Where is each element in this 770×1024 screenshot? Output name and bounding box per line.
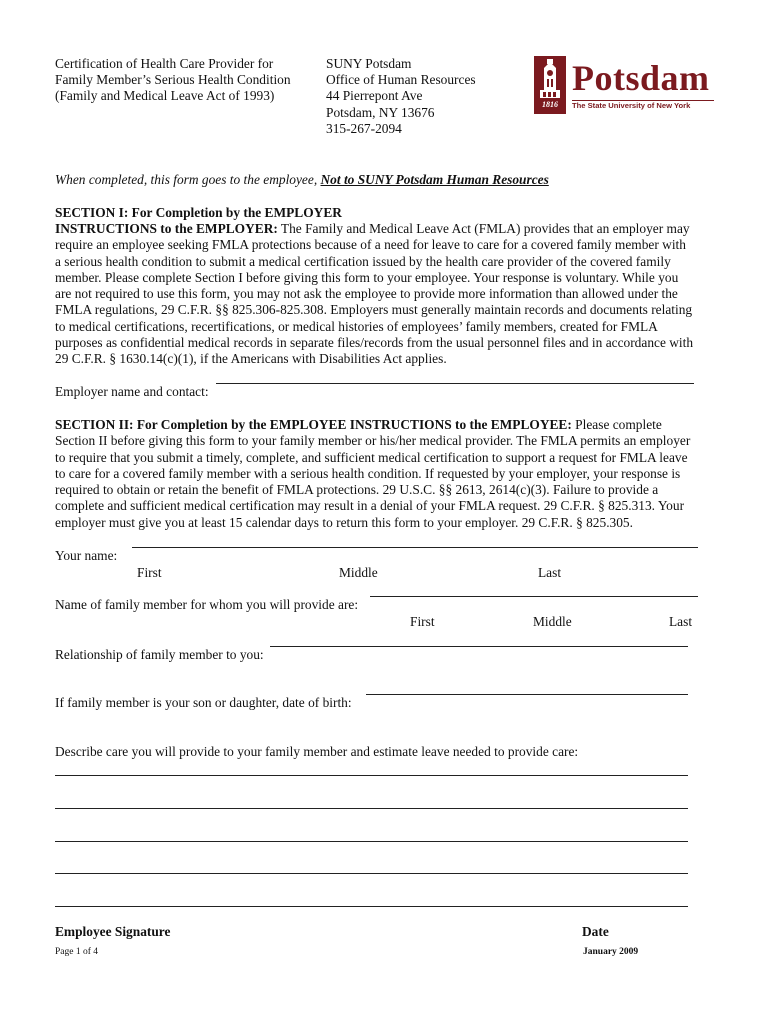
- your-name-first-caption: First: [137, 565, 162, 580]
- logo-tagline: The State University of New York: [572, 101, 691, 110]
- family-member-last-caption: Last: [669, 614, 693, 629]
- section-1-line-3: member. Please complete Section I before giving this form to your employee. Your response is voluntary. While you: [55, 269, 679, 285]
- date-label: Date: [582, 924, 609, 939]
- office-address: [326, 56, 476, 137]
- describe-care-line-2[interactable]: [55, 808, 688, 809]
- section-1-line-6: to medical certifications, recertifications, or medical histories of employees’ family members, created for FMLA: [55, 318, 658, 334]
- family-member-first-caption: First: [410, 614, 435, 629]
- section-1-instructions: [55, 221, 715, 368]
- section-1-line-5: FMLA regulations, 29 C.F.R. §§ 825.306-825.308. Employers must generally maintain records and documents relating: [55, 302, 693, 318]
- family-member-label: Name of family member for whom you will provide are:: [55, 597, 359, 612]
- form-title-line-2: Family Member’s Serious Health Condition: [55, 72, 291, 88]
- section-1-title: SECTION I: For Completion by the EMPLOYER: [55, 205, 342, 220]
- routing-notice-emphasis: Not to SUNY Potsdam Human Resources: [320, 172, 549, 187]
- section-1-line-2: a serious health condition to submit a medical certification issued by the health care provider of the covered family: [55, 253, 671, 269]
- section-2-block: [55, 417, 715, 531]
- section-2-line-6: employer must give you at least 15 calendar days to return this form to your employer. 29 C.F.R. § 825.305.: [55, 514, 633, 530]
- dob-field[interactable]: [366, 694, 688, 695]
- section-2-line-3: to care for a covered family member with a serious health condition. If requested by your employer, your response is: [55, 465, 681, 481]
- page-number: Page 1 of 4: [55, 947, 99, 957]
- section-1-line-0: The Family and Medical Leave Act (FMLA) provides that an employer may: [277, 221, 690, 236]
- logo-wordmark: Potsdam: [572, 58, 710, 98]
- logo-year: 1816: [542, 100, 558, 109]
- section-2-line-5: complete and sufficient medical certification may result in a denial of your FMLA request. 29 C.F.R. § 825.313. Your: [55, 498, 685, 514]
- family-member-field[interactable]: [370, 596, 698, 597]
- relationship-label: Relationship of family member to you:: [55, 647, 264, 662]
- potsdam-logo: [530, 56, 716, 114]
- relationship-field[interactable]: [270, 646, 688, 647]
- revision-date: January 2009: [583, 947, 639, 957]
- describe-care-line-1[interactable]: [55, 775, 688, 776]
- employee-signature-label: Employee Signature: [55, 924, 171, 939]
- routing-notice: [55, 172, 549, 188]
- family-member-middle-caption: Middle: [533, 614, 572, 629]
- signature-field[interactable]: [55, 906, 688, 907]
- your-name-last-caption: Last: [538, 565, 562, 580]
- address-line-2: Office of Human Resources: [326, 72, 476, 88]
- section-1-line-1: require an employee seeking FMLA protections because of a need for leave to care for a covered family member with: [55, 237, 686, 253]
- address-line-4: Potsdam, NY 13676: [326, 104, 435, 120]
- dob-label: If family member is your son or daughter, date of birth:: [55, 695, 352, 710]
- your-name-field[interactable]: [132, 547, 698, 548]
- section-2-line-1: Section II before giving this form to your family member or his/her medical provider. The FMLA permits an employer: [55, 433, 691, 449]
- address-line-1: SUNY Potsdam: [326, 56, 412, 71]
- section-1-line-7: purposes as confidential medical records in separate files/records from the usual personnel files and in accordance with: [55, 335, 694, 351]
- section-1-line-4: are not required to use this form, you may not ask the employee to provide more information than allowed under the: [55, 286, 678, 302]
- section-1-line-8: 29 C.F.R. § 1630.14(c)(1), if the Americans with Disabilities Act applies.: [55, 351, 447, 367]
- your-name-label: Your name:: [55, 548, 118, 563]
- address-line-5: 315-267-2094: [326, 120, 402, 136]
- describe-care-line-4[interactable]: [55, 873, 688, 874]
- form-title-line-3: (Family and Medical Leave Act of 1993): [55, 88, 275, 104]
- your-name-middle-caption: Middle: [339, 565, 378, 580]
- section-2-line-2: to require that you submit a timely, complete, and sufficient medical certification to support a request for FMLA leave: [55, 449, 688, 465]
- describe-care-line-3[interactable]: [55, 841, 688, 842]
- form-title-line-1: Certification of Health Care Provider for: [55, 56, 274, 71]
- section-2-line-4: required to obtain or retain the benefit of FMLA protections. 29 U.S.C. §§ 2613, 2614(c)(3). Failure to provide a: [55, 482, 659, 498]
- employer-name-field[interactable]: [216, 383, 694, 384]
- section-2-title: SECTION II: For Completion by the EMPLOYEE INSTRUCTIONS to the EMPLOYEE:: [55, 417, 572, 432]
- address-line-3: 44 Pierrepont Ave: [326, 88, 423, 104]
- routing-notice-prefix: When completed, this form goes to the employee,: [55, 172, 321, 187]
- employer-name-label: Employer name and contact:: [55, 384, 209, 399]
- describe-care-label: Describe care you will provide to your family member and estimate leave needed to provide care:: [55, 744, 579, 759]
- section-1-instr-label: INSTRUCTIONS to the EMPLOYER:: [55, 221, 278, 236]
- form-title-block: [55, 56, 291, 105]
- section-2-line-0: Please complete: [571, 417, 662, 432]
